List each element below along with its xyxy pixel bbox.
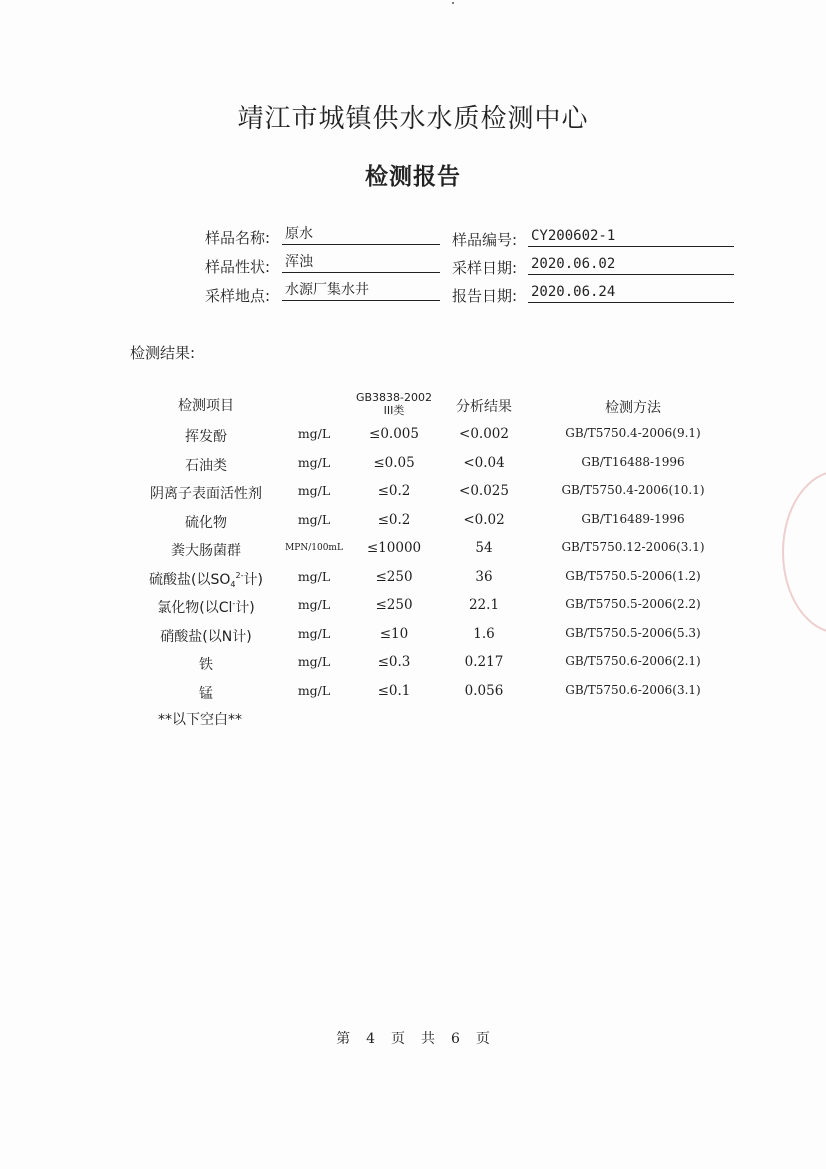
row-unit: mg/L	[297, 426, 331, 441]
row-result: 36	[475, 569, 493, 585]
sample-appearance-value: 浑浊	[282, 253, 440, 273]
row-limit: ≤10000	[366, 540, 422, 556]
row-item-superscript: -	[232, 599, 236, 608]
total-pages: 6	[451, 1031, 460, 1047]
row-limit: ≤0.2	[377, 483, 411, 499]
row-result: 0.056	[464, 683, 504, 699]
row-method: GB/T5750.4-2006(10.1)	[561, 483, 705, 497]
row-item: 铁	[199, 657, 213, 673]
table-row	[0, 597, 826, 625]
row-limit: ≤250	[375, 597, 413, 613]
row-item: 硝酸盐(以N计)	[160, 629, 252, 645]
row-unit: mg/L	[297, 512, 331, 527]
row-item-prefix: 硫酸盐(以SO	[149, 572, 231, 588]
row-result: <0.04	[463, 455, 505, 471]
row-result: 1.6	[473, 626, 495, 642]
table-row	[0, 683, 826, 711]
table-row	[0, 540, 826, 568]
row-unit: mg/L	[297, 626, 331, 641]
row-limit: ≤0.05	[373, 455, 415, 471]
row-item	[120, 597, 292, 617]
row-method: GB/T5750.5-2006(5.3)	[565, 626, 701, 640]
row-method: GB/T5750.4-2006(9.1)	[565, 426, 701, 440]
page-unit: 页	[391, 1031, 405, 1047]
report-date-value: 2020.06.24	[528, 283, 734, 303]
table-row	[0, 455, 826, 483]
header-method: 检测方法	[605, 400, 661, 416]
row-unit: mg/L	[297, 683, 331, 698]
header-standard-line2: III类	[383, 404, 405, 417]
sample-code-label: 样品编号:	[451, 231, 517, 249]
row-unit: MPN/100mL	[285, 543, 343, 553]
row-method: GB/T16489-1996	[581, 512, 685, 526]
row-unit: mg/L	[297, 597, 331, 612]
header-standard-line1: GB3838-2002	[355, 391, 433, 404]
table-row	[0, 626, 826, 654]
row-item: 挥发酚	[185, 429, 227, 445]
sampling-location-label: 采样地点:	[204, 287, 270, 305]
report-title: 检测报告	[365, 164, 461, 190]
header-result: 分析结果	[456, 399, 512, 415]
row-result: 22.1	[468, 597, 500, 613]
row-limit: ≤10	[379, 626, 409, 642]
row-unit: mg/L	[297, 654, 331, 669]
row-limit: ≤0.2	[377, 512, 411, 528]
sample-name-value: 原水	[282, 225, 440, 245]
scan-speck	[452, 2, 454, 4]
row-item-superscript: 2-	[235, 571, 244, 580]
sampling-location-value: 水源厂集水井	[282, 281, 440, 301]
sampling-date-label: 采样日期:	[451, 259, 517, 277]
row-item-suffix: 计)	[235, 600, 255, 616]
row-result: 54	[475, 540, 493, 556]
row-item: 硫化物	[185, 515, 227, 531]
page-word: 第	[336, 1031, 351, 1047]
row-item: 石油类	[185, 458, 227, 474]
row-limit: ≤0.1	[377, 683, 411, 699]
row-unit: mg/L	[297, 569, 331, 584]
row-method: GB/T5750.6-2006(3.1)	[565, 683, 701, 697]
row-limit: ≤0.005	[369, 426, 419, 442]
sampling-date-value: 2020.06.02	[528, 255, 734, 275]
row-result: <0.002	[459, 426, 509, 442]
organization-title: 靖江市城镇供水水质检测中心	[237, 104, 589, 134]
sample-code-value: CY200602-1	[528, 227, 734, 247]
header-item: 检测项目	[178, 398, 234, 414]
report-date-label: 报告日期:	[451, 287, 517, 305]
row-method: GB/T5750.5-2006(1.2)	[565, 569, 701, 583]
table-row	[0, 512, 826, 540]
row-limit: ≤0.3	[377, 654, 411, 670]
table-row	[0, 654, 826, 682]
row-unit: mg/L	[297, 455, 331, 470]
row-result: <0.025	[459, 483, 509, 499]
total-word: 共	[421, 1031, 435, 1047]
row-method: GB/T5750.6-2006(2.1)	[565, 654, 701, 668]
row-result: 0.217	[464, 654, 504, 670]
row-unit: mg/L	[297, 483, 331, 498]
row-method: GB/T5750.5-2006(2.2)	[565, 597, 701, 611]
header-standard	[349, 391, 439, 417]
row-item	[120, 569, 292, 589]
page-number: 4	[366, 1031, 375, 1047]
row-item-suffix: 计)	[243, 572, 263, 588]
row-item-subscript: 4	[230, 580, 236, 589]
blank-below-note: **以下空白**	[158, 712, 242, 728]
row-limit: ≤250	[375, 569, 413, 585]
table-row	[0, 569, 826, 597]
sample-name-label: 样品名称:	[204, 229, 270, 247]
row-item: 阴离子表面活性剂	[150, 486, 262, 502]
row-method: GB/T16488-1996	[581, 455, 685, 469]
sample-appearance-label: 样品性状:	[204, 258, 270, 276]
row-method: GB/T5750.12-2006(3.1)	[561, 540, 705, 554]
table-row	[0, 483, 826, 511]
row-item-prefix: 氯化物(以Cl	[157, 600, 233, 616]
table-row	[0, 426, 826, 454]
row-item: 粪大肠菌群	[171, 543, 241, 559]
row-result: <0.02	[463, 512, 505, 528]
page-footer	[0, 1028, 826, 1048]
row-item: 锰	[199, 686, 213, 702]
results-label: 检测结果:	[130, 344, 196, 362]
total-unit: 页	[475, 1031, 490, 1047]
